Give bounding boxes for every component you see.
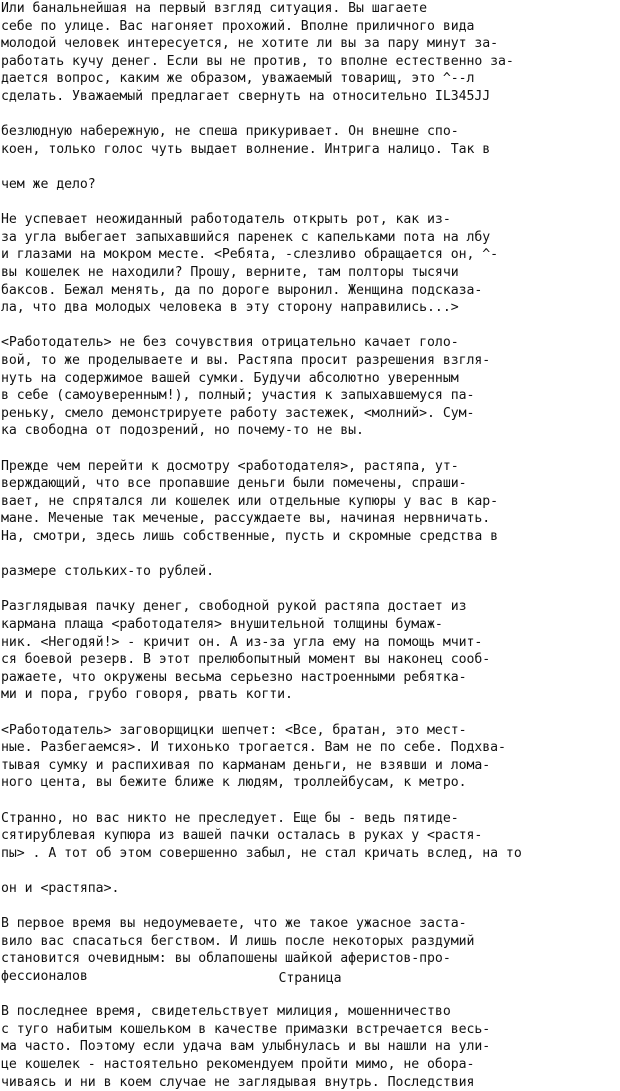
text-line: Разглядывая пачку денег, свободной рукой растяпа достает из — [1, 599, 467, 615]
text-line: <Работодатель> заговорщицки шепчет: <Все, братан, это мест- — [1, 722, 467, 738]
page-footer: Страница — [278, 971, 342, 986]
text-line: за угла выбегает запыхавшийся паренек с капельками пота на лбу — [1, 229, 491, 245]
text-line: размере стольких-то рублей. — [1, 564, 215, 580]
text-line: Странно, но вас никто не преследует. Еще бы - ведь пятиде- — [1, 810, 459, 826]
text-line: ник. <Негодяй!> - кричит он. А из-за угла ему на помощь мчит- — [1, 634, 483, 650]
text-line: реньку, смело демонстрируете работу застежек, <молний>. Сум- — [1, 405, 475, 421]
text-line: с туго набитым кошельком в качестве примазки встречается весь- — [1, 1021, 491, 1037]
text-line: пы> . А тот об этом совершенно забыл, не стал кричать вслед, на то — [1, 845, 522, 861]
text-line: Не успевает неожиданный работодатель открыть рот, как из- — [1, 212, 451, 228]
text-line: Или банальнейшая на первый взгляд ситуация. Вы шагаете — [1, 1, 428, 16]
text-line: <Работодатель> не без сочувствия отрицательно качает голо- — [1, 335, 459, 351]
text-line: це кошелек - настоятельно рекомендуем пройти мимо, не обора- — [1, 1057, 475, 1072]
text-line: нуть на содержимое вашей сумки. Будучи абсолютно уверенным — [1, 370, 459, 386]
text-line: вает, не спрятался ли кошелек или отдельные купюры у вас в кар- — [1, 493, 499, 509]
text-line: ма часто. Поэтому если удача вам улыбнулась и вы нашли на ули- — [1, 1039, 491, 1055]
text-line: ла, что два молодых человека в эту сторону направились...> — [1, 300, 459, 316]
text-line: мане. Меченые так меченые, рассуждаете вы, начиная нервничать. — [1, 511, 491, 527]
text-line: В первое время вы недоумеваете, что же такое ужасное заста- — [1, 916, 467, 932]
text-line: ные. Разбегаемся>. И тихонько трогается. Вам не по себе. Подхва- — [1, 740, 506, 756]
text-line: вы кошелек не находили? Прошу, верните, там полторы тысячи — [1, 265, 459, 280]
text-line: становится очевидным: вы облапошены шайкой аферистов-про- — [1, 951, 451, 967]
text-line: ного цента, вы бежите ближе к людям, троллейбусам, к метро. — [1, 775, 467, 791]
text-line: ся боевой резерв. В этот прелюбопытный момент вы наконец сооб- — [1, 652, 491, 668]
text-line: фессионалов — [1, 969, 88, 984]
text-line: ражаете, что окружены весьма серьезно настроенными ребятка- — [1, 669, 467, 685]
text-line: верждающий, что все пропавшие деньги были помечены, спраши- — [1, 476, 467, 492]
text-line: вило вас спасаться бегством. И лишь после некоторых раздумий — [1, 933, 475, 949]
text-line: На, смотри, здесь лишь собственные, пусть и скромные средства в — [1, 529, 499, 544]
text-line: сятирублевая купюра из вашей пачки осталась в руках у <растя- — [1, 828, 483, 844]
text-line: баксов. Бежал менять, да по дороге выронил. Женщина подсказа- — [1, 282, 483, 298]
text-line: коен, только голос чуть выдает волнение. Интрига налицо. Так в — [1, 141, 491, 157]
text-line: он и <растяпа>. — [1, 881, 120, 896]
text-line: кармана плаща <работодателя> внушительной толщины бумаж- — [1, 617, 443, 632]
text-line: и глазами на мокром месте. <Ребята, -слезливо обращается он, ^- — [1, 247, 499, 263]
text-line: чем же дело? — [1, 177, 96, 192]
text-line: ка свободна от подозрений, но почему-то не вы. — [1, 423, 364, 439]
text-line: молодой человек интересуется, не хотите ли вы за пару минут за- — [1, 36, 499, 52]
text-line: работать кучу денег. Если вы не против, то вполне естественно за- — [1, 53, 514, 69]
text-line: безлюдную набережную, не спеша прикуривает. Он внешне спо- — [1, 124, 459, 140]
text-line: ми и пора, грубо говоря, рвать когти. — [1, 687, 293, 703]
text-line: себе по улице. Вас нагоняет прохожий. Вполне приличного вида — [1, 18, 475, 34]
text-line: вой, то же проделываете и вы. Растяпа просит разрешения взгля- — [1, 353, 491, 368]
text-line: в себе (самоуверенным!), полный; участия к запыхавшемуся па- — [1, 388, 475, 404]
text-line: В последнее время, свидетельствует милиция, мошенничество — [1, 1004, 451, 1020]
text-line: дается вопрос, каким же образом, уважаемый товарищ, это ^--л — [1, 71, 475, 87]
text-line: тывая сумку и распихивая по карманам деньги, не взявши и лома- — [1, 757, 491, 773]
text-line: сделать. Уважаемый предлагает свернуть на относительно IL345JJ — [1, 89, 491, 104]
text-line: Прежде чем перейти к досмотру <работодателя>, растяпа, ут- — [1, 458, 459, 474]
text-line: чиваясь и ни в коем случае не заглядывая внутрь. Последствия — [1, 1074, 475, 1090]
